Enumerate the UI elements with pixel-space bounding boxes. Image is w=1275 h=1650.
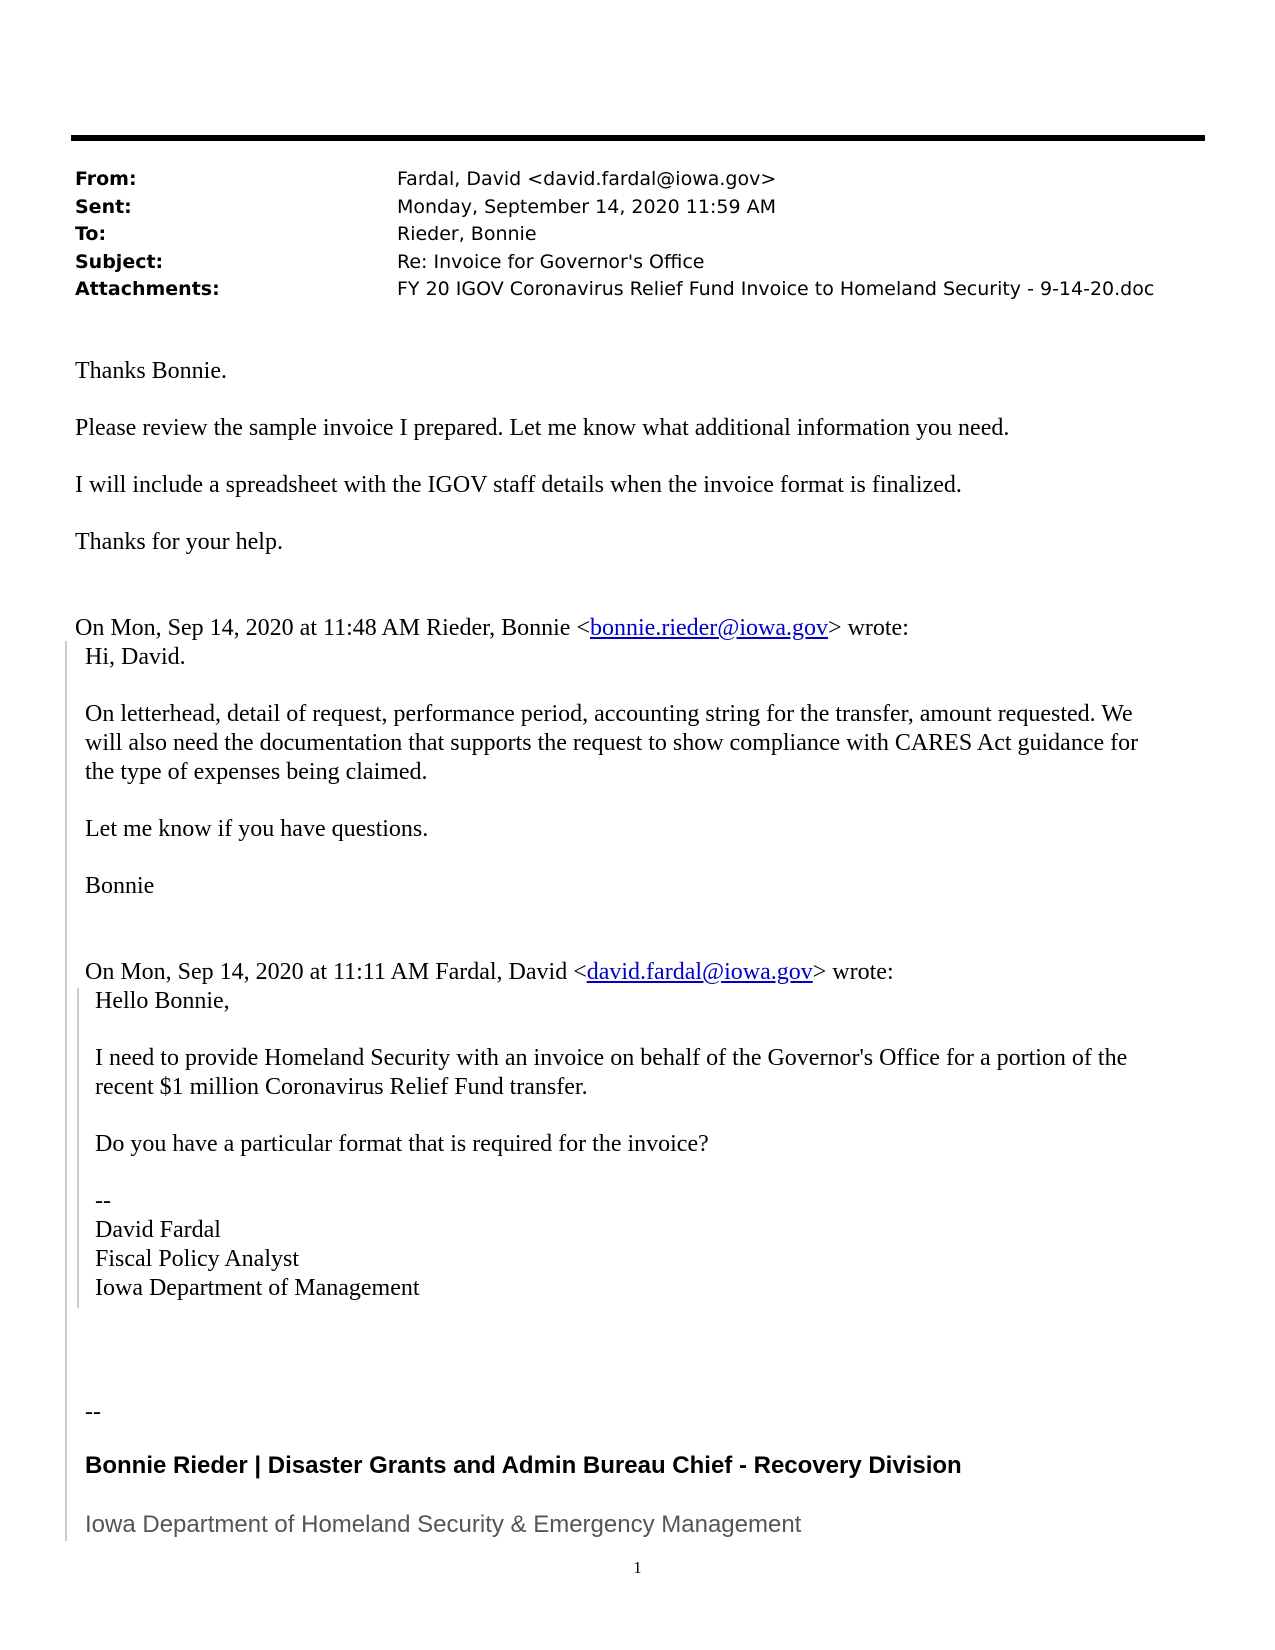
subject-label: Subject:: [75, 250, 164, 273]
page-number: 1: [633, 1558, 642, 1577]
to-value: Rieder, Bonnie: [397, 223, 537, 245]
body-paragraph-1: Thanks Bonnie.: [75, 358, 227, 384]
signature-dash: --: [85, 1399, 101, 1425]
reply2-email-link[interactable]: david.fardal@iowa.gov: [586, 959, 813, 985]
sent-value: Monday, September 14, 2020 11:59 AM: [397, 195, 776, 218]
email-header: [75, 166, 1205, 304]
reply2-signature-name: David Fardal: [95, 1217, 221, 1243]
to-label: To:: [75, 223, 107, 245]
body-paragraph-2: Please review the sample invoice I prepared. Let me know what additional information you need.: [75, 415, 1010, 441]
reply1-para1-line2: will also need the documentation that supports the request to show compliance with CARES Act guidance for: [85, 730, 1139, 756]
sent-label: Sent:: [75, 195, 132, 218]
reply2-intro-prefix: On Mon, Sep 14, 2020 at 11:11 AM Fardal, David <: [85, 959, 587, 985]
from-value: Fardal, David <david.fardal@iowa.gov>: [397, 168, 777, 190]
reply1-para1-line3: the type of expenses being claimed.: [85, 759, 428, 785]
subject-value: Re: Invoice for Governor's Office: [397, 250, 705, 273]
from-label: From:: [75, 168, 137, 190]
from-row: [75, 166, 1205, 194]
quote-bar-level-2: [77, 988, 79, 1308]
reply2-greeting: Hello Bonnie,: [95, 988, 230, 1014]
sent-row: [75, 194, 1205, 222]
reply2-signature-org: Iowa Department of Management: [95, 1275, 420, 1301]
attachments-label: Attachments:: [75, 278, 220, 300]
to-row: [75, 221, 1205, 249]
body-paragraph-3: I will include a spreadsheet with the IGOV staff details when the invoice format is finalized.: [75, 472, 962, 498]
attachments-row: [75, 276, 1205, 304]
reply2-para1-line2: recent $1 million Coronavirus Relief Fund transfer.: [95, 1074, 588, 1100]
reply2-signature-title: Fiscal Policy Analyst: [95, 1246, 299, 1272]
reply1-intro: [75, 614, 909, 643]
reply2-signature-dash: --: [95, 1188, 111, 1214]
header-divider: [71, 135, 1205, 141]
subject-row: [75, 249, 1205, 277]
reply1-intro-suffix: > wrote:: [828, 615, 909, 641]
attachment-file[interactable]: FY 20 IGOV Coronavirus Relief Fund Invoice to Homeland Security - 9-14-20.doc: [397, 278, 1155, 300]
reply2-para2: Do you have a particular format that is required for the invoice?: [95, 1131, 709, 1157]
body-paragraph-4: Thanks for your help.: [75, 529, 283, 555]
reply1-greeting: Hi, David.: [85, 644, 186, 670]
quote-bar-level-1: [65, 641, 67, 1541]
reply2-para1-line1: I need to provide Homeland Security with an invoice on behalf of the Governor's Office for a portion of the: [95, 1045, 1128, 1071]
reply1-signoff: Bonnie: [85, 873, 155, 899]
reply2-intro: [85, 958, 1205, 987]
reply1-intro-prefix: On Mon, Sep 14, 2020 at 11:48 AM Rieder, Bonnie <: [75, 615, 590, 641]
signature-name-line: Bonnie Rieder | Disaster Grants and Admin Bureau Chief - Recovery Division: [85, 1452, 962, 1479]
reply1-email-link[interactable]: bonnie.rieder@iowa.gov: [590, 615, 829, 641]
signature-org-line: Iowa Department of Homeland Security & Emergency Management: [85, 1511, 802, 1538]
reply1-para2: Let me know if you have questions.: [85, 816, 429, 842]
reply1-para1-line1: On letterhead, detail of request, performance period, accounting string for the transfer, amount requested. We: [85, 701, 1133, 727]
reply2-intro-suffix: > wrote:: [812, 959, 894, 985]
